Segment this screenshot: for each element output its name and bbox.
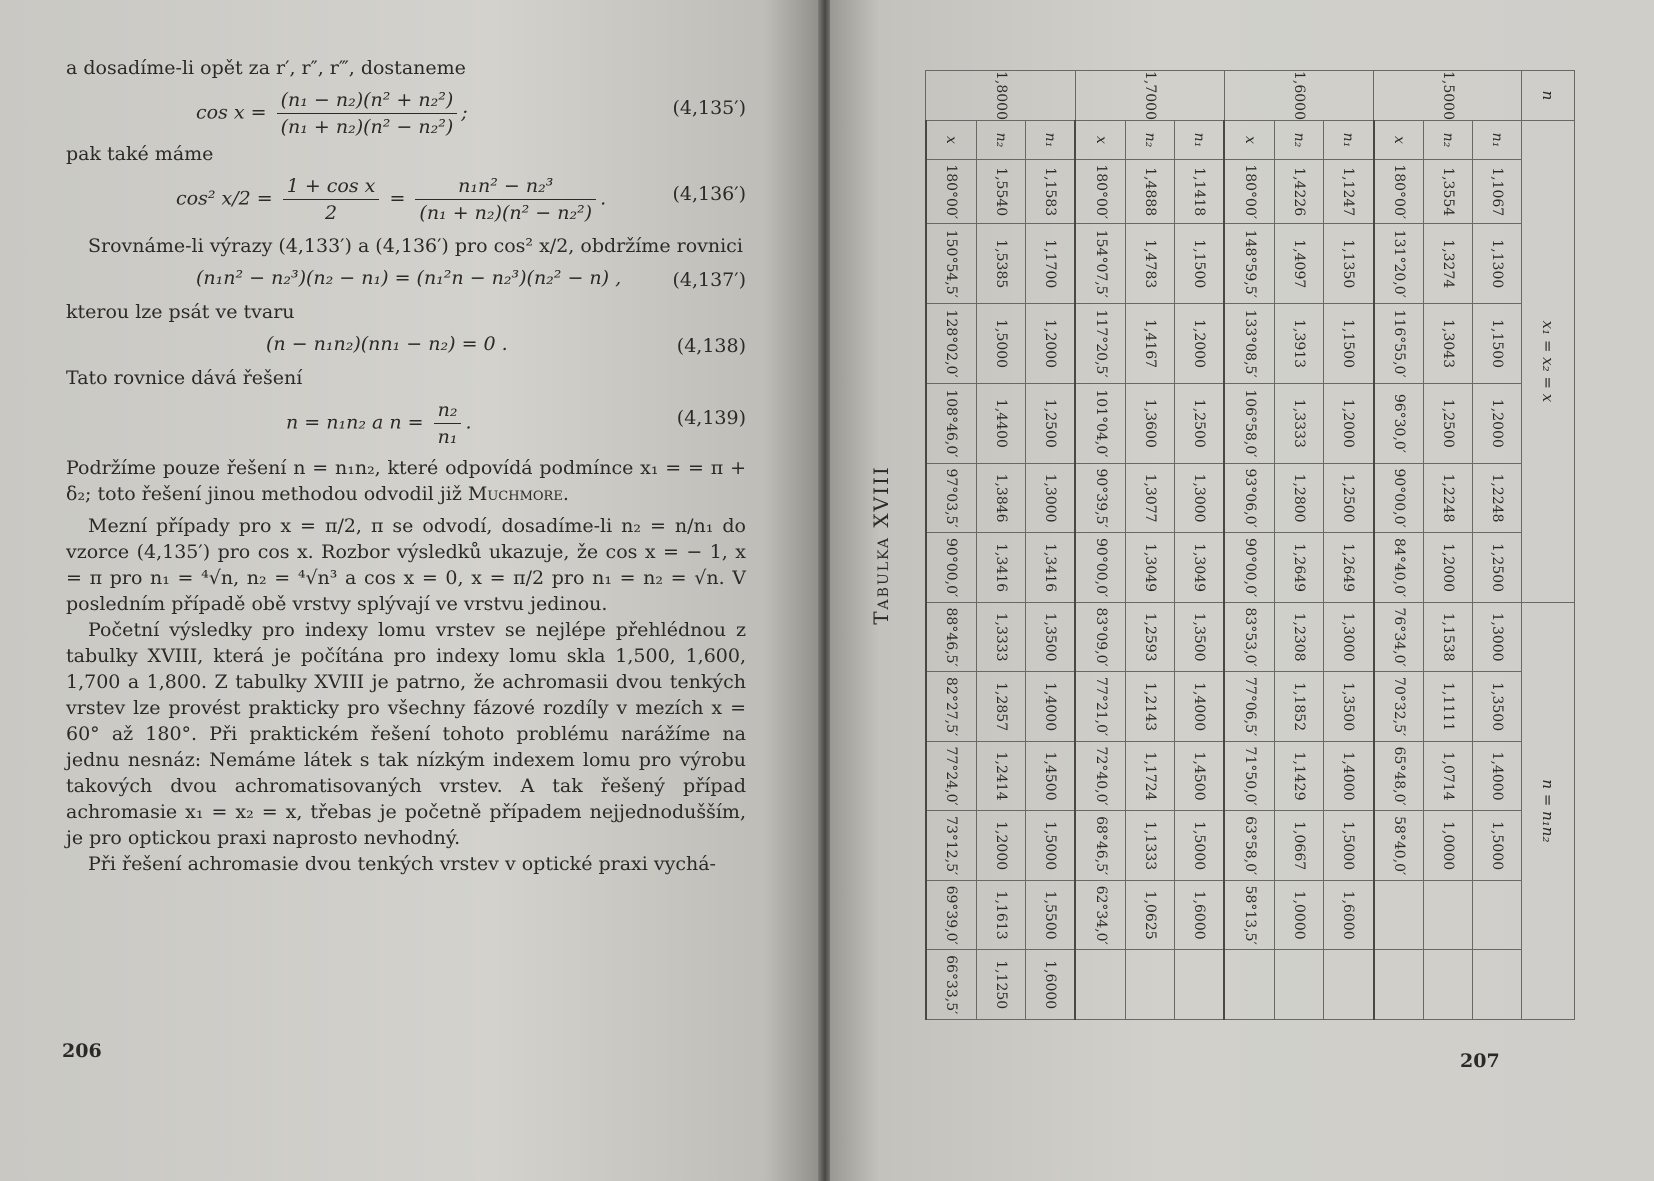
table-row [1174, 71, 1224, 1020]
table-cell [1126, 950, 1175, 1020]
eq-4136-num1: 1 + cos x [283, 173, 380, 200]
table-cell: 1,3000 [1324, 602, 1374, 672]
table-cell: 1,2500 [1424, 384, 1473, 464]
table-cell: 58°40,0′ [1374, 811, 1424, 881]
table-xviii [925, 70, 1575, 1020]
table-cell: 1,0000 [1275, 880, 1324, 950]
table-cell: 180°00′ [1374, 160, 1424, 224]
row-label: n₂ [1424, 121, 1473, 160]
table-cell: 1,2414 [976, 741, 1025, 811]
table-cell: 63°58,0′ [1225, 811, 1275, 881]
table-row [1075, 71, 1125, 1020]
table-cell: 1,2000 [976, 811, 1025, 881]
table-cell: 1,4167 [1126, 304, 1175, 384]
table-row [1275, 71, 1324, 1020]
row-label: n₁ [1473, 121, 1522, 160]
equation-4136 [66, 167, 746, 227]
table-cell: 1,4000 [1025, 672, 1075, 742]
table-cell: 1,2000 [1424, 533, 1473, 603]
table-cell [1424, 880, 1473, 950]
table-cell: 148°59,5′ [1225, 224, 1275, 304]
table-cell: 1,3000 [1025, 463, 1075, 533]
table-cell: 1,2248 [1424, 463, 1473, 533]
eq-4135-tail: ; [461, 101, 468, 124]
table-cell: 1,1350 [1324, 224, 1374, 304]
table-cell: 1,0000 [1424, 811, 1473, 881]
intro-line: a dosadíme-li opět za r′, r″, r‴, dostaneme [66, 57, 466, 79]
table-cell: 1,2500 [1324, 463, 1374, 533]
table-cell: 128°02,0′ [926, 304, 976, 384]
table-cell: 1,1429 [1275, 741, 1324, 811]
eq-4138-label: (4,138) [676, 335, 746, 357]
table-cell: 1,2248 [1473, 463, 1522, 533]
table-cell: 1,1500 [1174, 224, 1224, 304]
table-cell [1174, 950, 1224, 1020]
table-cell: 1,4400 [976, 384, 1025, 464]
table-cell: 1,1538 [1424, 602, 1473, 672]
table-cell: 93°06,0′ [1225, 463, 1275, 533]
line-pak-take: pak také máme [66, 143, 214, 165]
table-cell: 1,2649 [1324, 533, 1374, 603]
table-cell: 1,0667 [1275, 811, 1324, 881]
table-row [1025, 71, 1075, 1020]
line-tato-rovnice: Tato rovnice dává řešení [66, 367, 303, 389]
para1-text: Podržíme pouze řešení n = n₁n₂, které odpovídá podmínce x₁ = = π + δ₂; toto řešení jinou methodou odvodil již [66, 457, 746, 505]
row-label: x [1075, 121, 1125, 160]
table-cell: 108°46,0′ [926, 384, 976, 464]
paragraph-mezni: Mezní případy pro x = π/2, π se odvodí, dosadíme-li n₂ = n/n₁ do vzorce (4,135′) pro cos x. Rozbor výsledků ukazuje, že cos x = − 1, x = π pro n₁ = ⁴√n, n₂ = ⁴√n³ a cos x = 0, x = π/2 pro n₁ = n₂ = √n. V posledním případě obě vrstvy splývají ve vrstvu jedinou. [66, 515, 746, 615]
table-cell: 1,1250 [976, 950, 1025, 1020]
table-cell [1374, 880, 1424, 950]
paragraph-pocetni: Početní výsledky pro indexy lomu vrstev se nejlépe přehlédnou z tabulky XVIII, která je počítána pro indexy lomu skla 1,500, 1,600, 1,700 a 1,800. Z tabulky XVIII je patrno, že achromasii dvou tenkých vrstev lze provést prakticky pro všechny fázové rozdíly v mezích x = 60° až 180°. Při praktickém řešení tohoto problému narážíme na jednu nesnáz: Nemáme látek s tak nízkým indexem lomu pro výrobu takových dvou achromatisovaných vrstev. A tak řešený případ achromasie x₁ = x₂ = x, třebas je početně případem nejjednodušším, je pro optickou praxi naprosto nevhodný. [66, 619, 746, 849]
table-cell: 1,3500 [1025, 602, 1075, 672]
table-cell: 1,2800 [1275, 463, 1324, 533]
table-cell: 71°50,0′ [1225, 741, 1275, 811]
eq-4136-tail: . [600, 187, 607, 210]
row-label: n₁ [1025, 121, 1075, 160]
group-n-value: 1,7000 [1075, 71, 1224, 121]
eq-4139-body: n = n₁n₂ a n = [286, 411, 424, 434]
table-cell: 1,1111 [1424, 672, 1473, 742]
table-cell: 1,3077 [1126, 463, 1175, 533]
table-cell: 1,2308 [1275, 602, 1324, 672]
table-cell: 90°00,0′ [1075, 533, 1125, 603]
table-row [1126, 71, 1175, 1020]
eq-4138-body: (n − n₁n₂)(nn₁ − n₂) = 0 . [266, 333, 508, 355]
table-cell: 77°21,0′ [1075, 672, 1125, 742]
table-row [1424, 71, 1473, 1020]
table-cell: 154°07,5′ [1075, 224, 1125, 304]
table-cell: 73°12,5′ [926, 811, 976, 881]
table-cell: 1,3416 [976, 533, 1025, 603]
table-cell: 97°03,5′ [926, 463, 976, 533]
table-cell: 1,3043 [1424, 304, 1473, 384]
table-cell [1324, 950, 1374, 1020]
table-cell [1473, 950, 1522, 1020]
eq-4136-den2: (n₁ + n₂)(n² − n₂²) [419, 202, 593, 224]
eq-4135-label: (4,135′) [672, 97, 746, 119]
eq-4136-den1: 2 [325, 202, 338, 224]
table-row [976, 71, 1025, 1020]
table-cell: 1,1300 [1473, 224, 1522, 304]
table-cell: 77°06,5′ [1225, 672, 1275, 742]
table-cell: 1,3500 [1473, 672, 1522, 742]
table-cell: 1,2857 [976, 672, 1025, 742]
eq-4136-label: (4,136′) [672, 183, 746, 205]
table-row [1324, 71, 1374, 1020]
table-cell: 1,3000 [1174, 463, 1224, 533]
table-cell: 1,3049 [1174, 533, 1224, 603]
paragraph-podrzime [66, 455, 746, 507]
equation-4139 [66, 391, 746, 451]
eq-4135-denominator: (n₁ + n₂)(n² − n₂²) [280, 116, 454, 138]
table-row [1374, 71, 1424, 1020]
table-cell: 1,3274 [1424, 224, 1473, 304]
table-cell: 1,2500 [1025, 384, 1075, 464]
left-page-text [66, 55, 746, 877]
header-n: n [1522, 71, 1575, 121]
group-n-value: 1,5000 [1374, 71, 1522, 121]
table-cell: 70°32,5′ [1374, 672, 1424, 742]
table-cell: 1,0625 [1126, 880, 1175, 950]
right-page [830, 0, 1654, 1181]
table-cell: 1,2649 [1275, 533, 1324, 603]
table-header-row [1522, 71, 1575, 1020]
table-cell: 1,4888 [1126, 160, 1175, 224]
equation-4135 [66, 81, 746, 141]
table-cell [1374, 950, 1424, 1020]
table-cell: 106°58,0′ [1225, 384, 1275, 464]
rotated-table-frame [925, 70, 1575, 1020]
table-cell: 1,6000 [1025, 950, 1075, 1020]
row-label: x [1225, 121, 1275, 160]
table-cell: 66°33,5′ [926, 950, 976, 1020]
table-cell: 1,2000 [1025, 304, 1075, 384]
table-cell: 83°09,0′ [1075, 602, 1125, 672]
table-cell: 1,3416 [1025, 533, 1075, 603]
table-cell: 1,1724 [1126, 741, 1175, 811]
eq-4139-numerator: n₂ [434, 397, 462, 424]
table-cell: 1,4097 [1275, 224, 1324, 304]
table-cell: 1,5000 [1174, 811, 1224, 881]
row-label: x [1374, 121, 1424, 160]
table-cell: 88°46,5′ [926, 602, 976, 672]
equation-4137 [66, 259, 746, 299]
table-cell: 180°00′ [926, 160, 976, 224]
table-cell: 1,2593 [1126, 602, 1175, 672]
table-cell: 1,0714 [1424, 741, 1473, 811]
table-cell: 1,2000 [1324, 384, 1374, 464]
table-cell: 69°39,0′ [926, 880, 976, 950]
table-cell: 116°55,0′ [1374, 304, 1424, 384]
table-cell: 77°24,0′ [926, 741, 976, 811]
eq-4135-lhs: cos x = [196, 101, 267, 124]
table-cell: 1,2500 [1174, 384, 1224, 464]
table-cell: 1,3600 [1126, 384, 1175, 464]
table-cell: 1,4226 [1275, 160, 1324, 224]
table-cell: 1,1500 [1324, 304, 1374, 384]
row-label: n₁ [1324, 121, 1374, 160]
eq-4139-tail: . [465, 411, 472, 434]
eq-4137-label: (4,137′) [672, 269, 746, 291]
header-condition-1: x₁ = x₂ = x [1522, 121, 1575, 603]
table-cell: 1,5540 [976, 160, 1025, 224]
table-cell: 1,3913 [1275, 304, 1324, 384]
table-cell: 62°34,0′ [1075, 880, 1125, 950]
page-number-right: 207 [1460, 1050, 1500, 1072]
table-cell: 1,1700 [1025, 224, 1075, 304]
table-cell: 96°30,0′ [1374, 384, 1424, 464]
table-cell: 1,5500 [1025, 880, 1075, 950]
table-cell: 1,1247 [1324, 160, 1374, 224]
group-n-value: 1,8000 [926, 71, 1075, 121]
eq-4135-numerator: (n₁ − n₂)(n² + n₂²) [277, 87, 458, 114]
table-cell: 1,4000 [1324, 741, 1374, 811]
table-cell: 58°13,5′ [1225, 880, 1275, 950]
table-cell: 1,3333 [976, 602, 1025, 672]
table-cell: 131°20,0′ [1374, 224, 1424, 304]
table-cell: 76°34,0′ [1374, 602, 1424, 672]
table-cell: 101°04,0′ [1075, 384, 1125, 464]
table-cell: 133°08,5′ [1225, 304, 1275, 384]
row-label: n₂ [976, 121, 1025, 160]
left-page [0, 0, 822, 1181]
page-number-left: 206 [62, 1040, 102, 1062]
line-kterou: kterou lze psát ve tvaru [66, 301, 295, 323]
table-row [926, 71, 976, 1020]
table-cell: 72°40,0′ [1075, 741, 1125, 811]
table-cell: 1,2000 [1174, 304, 1224, 384]
table-cell: 1,1613 [976, 880, 1025, 950]
table-cell: 1,1500 [1473, 304, 1522, 384]
row-label: x [926, 121, 976, 160]
table-cell: 90°00,0′ [1225, 533, 1275, 603]
table-cell: 1,3500 [1324, 672, 1374, 742]
table-cell: 117°20,5′ [1075, 304, 1125, 384]
table-cell [1225, 950, 1275, 1020]
table-cell: 1,5385 [976, 224, 1025, 304]
table-cell [1275, 950, 1324, 1020]
eq-4139-denominator: n₁ [437, 426, 458, 448]
table-caption-text: Tabulka XVIII [869, 465, 893, 625]
table-row [1225, 71, 1275, 1020]
table-cell: 1,2500 [1473, 533, 1522, 603]
table-cell: 90°39,5′ [1075, 463, 1125, 533]
table-cell: 1,6000 [1324, 880, 1374, 950]
table-cell [1075, 950, 1125, 1020]
eq-4136-num2: n₁n² − n₂³ [415, 173, 596, 200]
table-caption [861, 70, 901, 1020]
eq-4136-eqsign: = [389, 187, 406, 210]
para1-end: . [562, 483, 569, 505]
table-cell: 90°00,0′ [1374, 463, 1424, 533]
table-cell: 1,3333 [1275, 384, 1324, 464]
eq-4139-label: (4,139) [676, 407, 746, 429]
table-cell: 150°54,5′ [926, 224, 976, 304]
table-cell: 83°53,0′ [1225, 602, 1275, 672]
table-cell: 1,6000 [1174, 880, 1224, 950]
table-cell: 1,3500 [1174, 602, 1224, 672]
table-cell: 1,5000 [1473, 811, 1522, 881]
table-cell: 1,3000 [1473, 602, 1522, 672]
group-n-value: 1,6000 [1225, 71, 1374, 121]
equation-4138 [66, 325, 746, 365]
table-row [1473, 71, 1522, 1020]
table-cell: 1,1852 [1275, 672, 1324, 742]
table-cell: 1,1583 [1025, 160, 1075, 224]
table-cell: 68°46,5′ [1075, 811, 1125, 881]
table-xviii-container [869, 70, 1575, 1020]
row-label: n₂ [1126, 121, 1175, 160]
table-cell: 1,1418 [1174, 160, 1224, 224]
table-cell: 1,2143 [1126, 672, 1175, 742]
table-cell: 1,5000 [976, 304, 1025, 384]
table-cell: 1,3049 [1126, 533, 1175, 603]
table-cell: 1,4783 [1126, 224, 1175, 304]
table-cell [1473, 880, 1522, 950]
table-cell: 1,4500 [1025, 741, 1075, 811]
table-cell: 1,4000 [1473, 741, 1522, 811]
table-cell: 84°40,0′ [1374, 533, 1424, 603]
paragraph-pri-reseni: Při řešení achromasie dvou tenkých vrstev v optické praxi vychá- [88, 853, 716, 875]
line-srovname: Srovnáme-li výrazy (4,133′) a (4,136′) pro cos² x/2, obdržíme rovnici [88, 235, 743, 257]
table-cell: 90°00,0′ [926, 533, 976, 603]
table-cell: 1,1333 [1126, 811, 1175, 881]
table-cell: 180°00′ [1225, 160, 1275, 224]
table-cell: 1,5000 [1324, 811, 1374, 881]
eq-4136-lhs: cos² x/2 = [176, 187, 273, 210]
table-cell: 1,2000 [1473, 384, 1522, 464]
table-cell: 1,3554 [1424, 160, 1473, 224]
eq-4137-body: (n₁n² − n₂³)(n₂ − n₁) = (n₁²n − n₂³)(n₂² − n) , [196, 267, 622, 289]
header-condition-2: n = n₁n₂ [1522, 602, 1575, 1019]
row-label: n₂ [1275, 121, 1324, 160]
table-cell: 180°00′ [1075, 160, 1125, 224]
table-cell: 65°48,0′ [1374, 741, 1424, 811]
table-cell: 1,1067 [1473, 160, 1522, 224]
table-cell [1424, 950, 1473, 1020]
row-label: n₁ [1174, 121, 1224, 160]
table-cell: 1,5000 [1025, 811, 1075, 881]
table-cell: 1,4500 [1174, 741, 1224, 811]
table-cell: 1,4000 [1174, 672, 1224, 742]
table-cell: 82°27,5′ [926, 672, 976, 742]
author-muchmore: Muchmore [467, 483, 563, 505]
table-cell: 1,3846 [976, 463, 1025, 533]
